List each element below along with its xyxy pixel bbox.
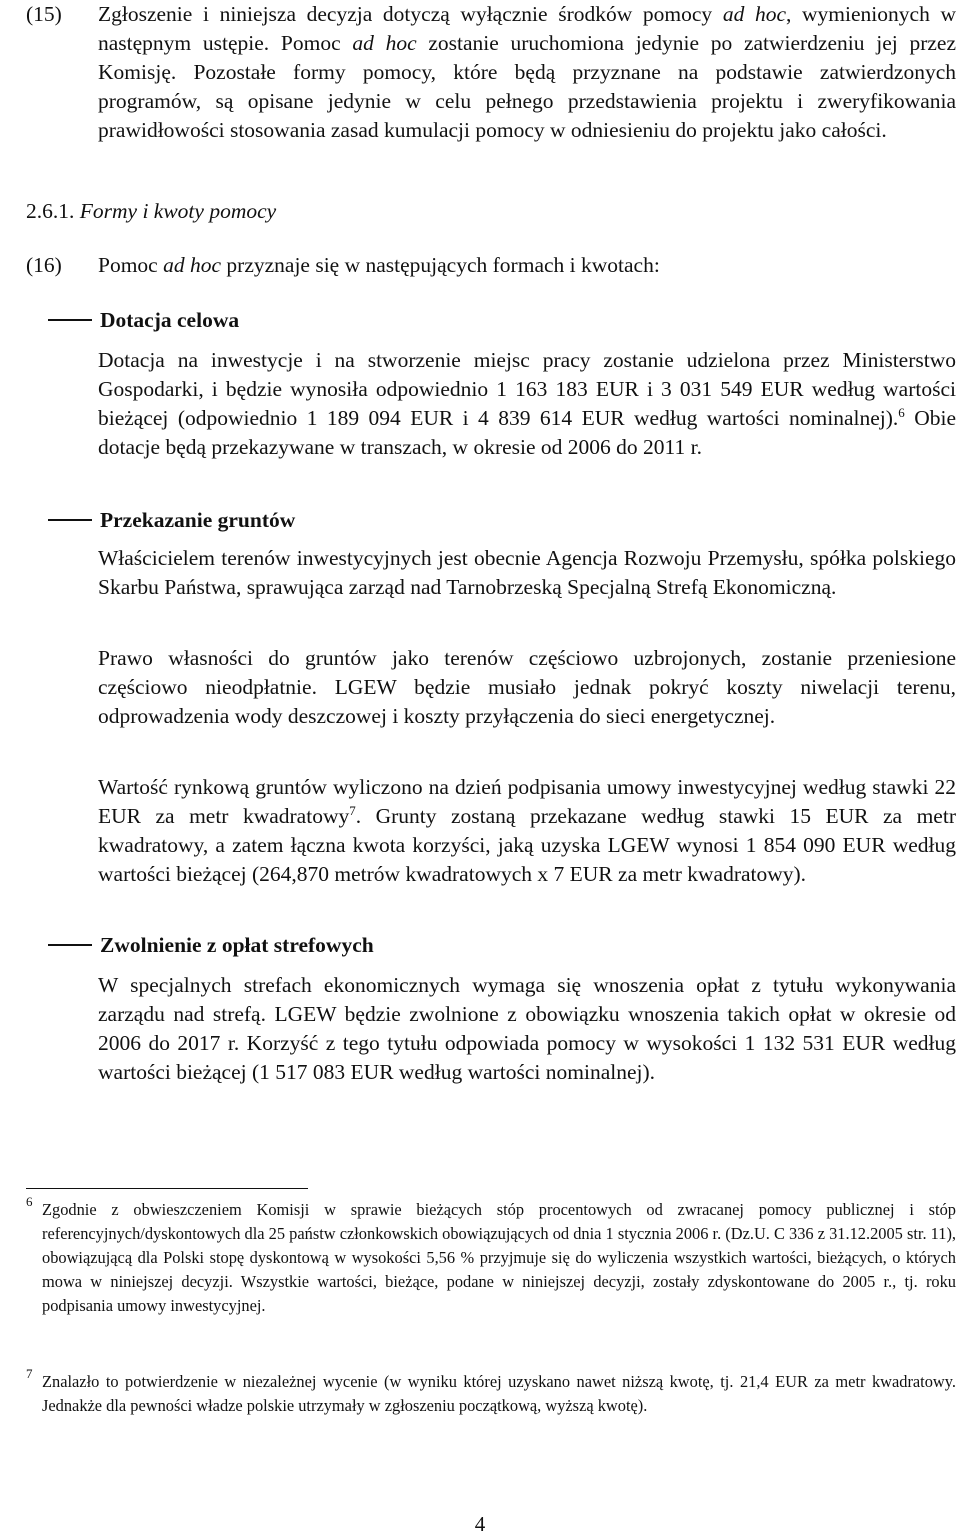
text-run: Wartość rynkową gruntów wyliczono na dzień podpisania umowy inwestycyjnej według stawki 22 EUR za metr kwadratowy: [98, 775, 956, 828]
item-paragraph: Prawo własności do gruntów jako terenów częściowo uzbrojonych, zostanie przeniesione częściowo nieodpłatnie. LGEW będzie musiało jednak pokryć koszty niwelacji terenu, odprowadzenia wody deszczowej i koszty przyłączenia do sieci energetycznej.: [98, 646, 956, 728]
text-run: Dotacja na inwestycje i na stworzenie miejsc pracy zostanie udzielona przez Ministerstwo Gospodarki, i będzie wynosiła odpowiednio 1 163 183 EUR i 3 031 549 EUR według wartości bieżącej (odpowiednio 1 189 094 EUR i 4 839 614 EUR według wartości nominalnej).: [98, 348, 956, 430]
footnote-6: [26, 1194, 956, 1318]
item-paragraph: [98, 346, 956, 462]
list-item-heading: [48, 931, 374, 960]
list-item-heading: [48, 506, 295, 535]
text-run: zostanie uruchomiona jedynie po zatwierdzeniu jej przez Komisję. Pozostałe formy pomocy, które będą przyznane na podstawie zatwierdzonych programów, są opisane jedynie w celu pełnego przedstawienia projektu i zweryfikowania prawidłowości stosowania zasad kumulacji pomocy w odniesieniu do projektu jako całości.: [98, 31, 956, 142]
dash-bullet: [48, 519, 92, 521]
text-run: Pomoc: [98, 253, 164, 277]
italic-term: ad hoc: [352, 31, 417, 55]
paragraph-body: [98, 251, 956, 280]
item-paragraph: Właścicielem terenów inwestycyjnych jest obecnie Agencja Rozwoju Przemysłu, spółka polskiego Skarbu Państwa, sprawująca zarząd nad Tarnobrzeską Specjalną Strefą Ekonomiczną.: [98, 546, 956, 599]
dash-bullet: [48, 944, 92, 946]
item-title: Przekazanie gruntów: [100, 508, 296, 532]
section-title: Formy i kwoty pomocy: [79, 199, 277, 223]
item-paragraph: W specjalnych strefach ekonomicznych wymaga się wnoszenia opłat z tytułu wykonywania zarządu nad strefą. LGEW będzie zwolnione z obowiązku wnoszenia takich opłat w okresie od 2006 do 2017 r. Korzyść z tego tytułu odpowiada pomocy w wysokości 1 132 531 EUR według wartości bieżącej (1 517 083 EUR według wartości nominalnej).: [98, 973, 956, 1084]
item-paragraph: [98, 773, 956, 889]
footnote-ref[interactable]: 6: [898, 404, 905, 420]
paragraph-number: (15): [26, 2, 62, 26]
list-item-heading: [48, 306, 239, 335]
paragraph-number: (16): [26, 253, 62, 277]
text-run: . Grunty zostaną przekazane według stawki 15 EUR za metr kwadratowy, a zatem łączna kwota korzyści, jaką uzyska LGEW wynosi 1 854 090 EUR według wartości bieżącej (264,870 metrów kwadratowych x 7 EUR za metr kwadratowy).: [98, 804, 956, 886]
footnote-separator: [26, 1188, 308, 1189]
footnote-ref[interactable]: 7: [349, 802, 356, 818]
dash-bullet: [48, 319, 92, 321]
text-run: przyznaje się w następujących formach i kwotach:: [221, 253, 660, 277]
item-title: Dotacja celowa: [100, 308, 240, 332]
footnote-mark: 7: [26, 1366, 33, 1381]
footnote-text: Znalazło to potwierdzenie w niezależnej wycenie (w wyniku której uzyskano nawet niższą kwotę, tj. 21,4 EUR za metr kwadratowy. Jednakże dla pewności władze polskie utrzymały w zgłoszeniu początkową, wyższą kwotę).: [42, 1372, 956, 1415]
footnote-mark: 6: [26, 1194, 33, 1209]
text-run: Zgłoszenie i niniejsza decyzja dotyczą wyłącznie środków pomocy: [98, 2, 723, 26]
footnote-7: [26, 1366, 956, 1418]
italic-term: ad hoc: [722, 2, 787, 26]
page-number: 4: [474, 1512, 486, 1536]
section-number: 2.6.1.: [26, 199, 75, 223]
text-run: Obie dotacje będą przekazywane w transzach, w okresie od 2006 do 2011 r.: [98, 406, 957, 459]
paragraph-body: [98, 0, 956, 145]
paragraph-16: [26, 251, 956, 280]
footnote-text: Zgodnie z obwieszczeniem Komisji w sprawie bieżących stóp procentowych od zwracanej pomocy publicznej i stóp referencyjnych/dyskontowych dla 25 państw członkowskich obowiązujących od dnia 1 stycznia 2006 r. (Dz.U. C 336 z 31.12.2005 str. 11), obowiązującą dla Polski stopę dyskontową w wysokości 5,56 % przyjmuje się do wyliczenia wszystkich wartości, bieżących, o których mowa w niniejszej decyzji. Wszystkie wartości, bieżące, podane w niniejszej decyzji, zostały zdyskontowane do 2005 r., tj. roku podpisania umowy inwestycyjnej.: [42, 1200, 956, 1315]
item-title: Zwolnienie z opłat strefowych: [100, 933, 374, 957]
paragraph-15: [26, 0, 956, 145]
section-heading: [26, 197, 276, 226]
italic-term: ad hoc: [163, 253, 222, 277]
text-run: , wymienionych w następnym ustępie. Pomoc: [98, 2, 956, 55]
